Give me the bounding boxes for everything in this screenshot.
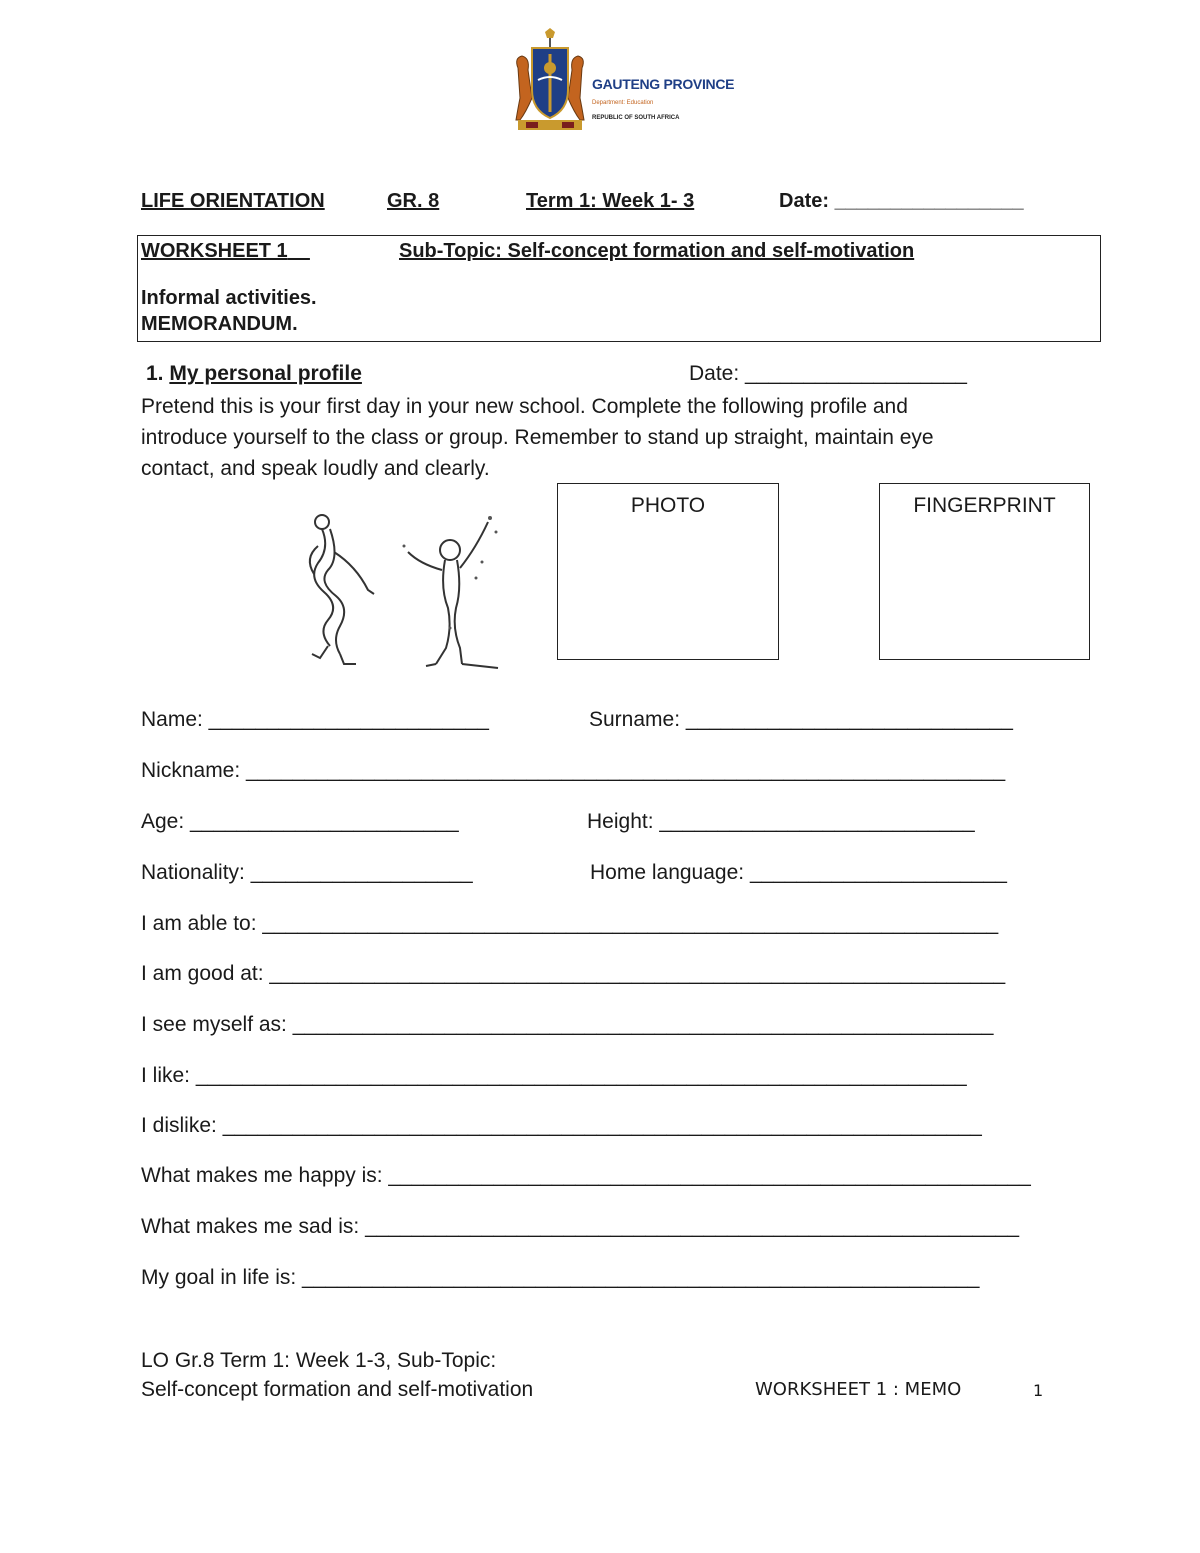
see-myself-field[interactable]: I see myself as: ____________________________________________________________	[141, 1013, 994, 1036]
header-grade: GR. 8	[387, 190, 440, 212]
instructions-line-3: contact, and speak loudly and clearly.	[141, 457, 490, 480]
header-subject: LIFE ORIENTATION	[141, 190, 325, 212]
memorandum-label: MEMORANDUM.	[141, 313, 298, 335]
home-language-field[interactable]: Home language: ______________________	[590, 861, 1007, 884]
section-heading	[146, 362, 362, 386]
able-to-field[interactable]: I am able to: _______________________________________________________________	[141, 912, 999, 935]
photo-frame[interactable]	[557, 483, 779, 660]
worksheet-info-box	[137, 235, 1101, 342]
coat-of-arms-icon	[512, 28, 588, 136]
section-date: Date: ___________________	[689, 362, 967, 385]
footer-line-2: Self-concept formation and self-motivation	[141, 1378, 534, 1401]
header-date: Date: _________________	[779, 190, 1024, 212]
dancing-figures-illustration	[300, 508, 510, 673]
goal-field[interactable]: My goal in life is: __________________________________________________________	[141, 1266, 980, 1289]
header-term: Term 1: Week 1- 3	[526, 190, 695, 212]
footer-memo: WORKSHEET 1 : MEMO	[755, 1379, 962, 1400]
sad-field[interactable]: What makes me sad is: ________________________________________________________	[141, 1215, 1020, 1238]
footer-line-1: LO Gr.8 Term 1: Week 1-3, Sub-Topic:	[141, 1349, 497, 1372]
happy-field[interactable]: What makes me happy is: _______________________________________________________	[141, 1164, 1031, 1187]
section-number: 1.	[146, 362, 164, 385]
instructions-line-2: introduce yourself to the class or group. Remember to stand up straight, maintain eye	[141, 426, 934, 449]
logo-title: GAUTENG PROVINCE	[592, 76, 735, 92]
worksheet-title: WORKSHEET 1	[141, 240, 288, 262]
subtopic-title: Sub-Topic: Self-concept formation and self-motivation	[399, 240, 915, 262]
gauteng-logo	[512, 28, 735, 138]
logo-country: REPUBLIC OF SOUTH AFRICA	[592, 115, 680, 121]
fingerprint-frame[interactable]	[879, 483, 1090, 660]
good-at-field[interactable]: I am good at: _______________________________________________________________	[141, 962, 1006, 985]
name-field[interactable]: Name: ________________________	[141, 708, 489, 731]
nationality-field[interactable]: Nationality: ___________________	[141, 861, 473, 884]
informal-activities-label: Informal activities.	[141, 287, 317, 309]
instructions-line-1: Pretend this is your first day in your new school. Complete the following profile and	[141, 395, 908, 418]
surname-field[interactable]: Surname: ____________________________	[589, 708, 1013, 731]
logo-department: Department: Education	[592, 100, 654, 106]
fingerprint-label: FINGERPRINT	[913, 494, 1056, 517]
height-field[interactable]: Height: ___________________________	[587, 810, 975, 833]
like-field[interactable]: I like: __________________________________________________________________	[141, 1064, 967, 1087]
page-number: 1	[1033, 1381, 1044, 1400]
nickname-field[interactable]: Nickname: _________________________________________________________________	[141, 759, 1006, 782]
dislike-field[interactable]: I dislike: _________________________________________________________________	[141, 1114, 982, 1137]
section-title: My personal profile	[169, 362, 362, 385]
photo-label: PHOTO	[630, 494, 706, 517]
age-field[interactable]: Age: _______________________	[141, 810, 459, 833]
